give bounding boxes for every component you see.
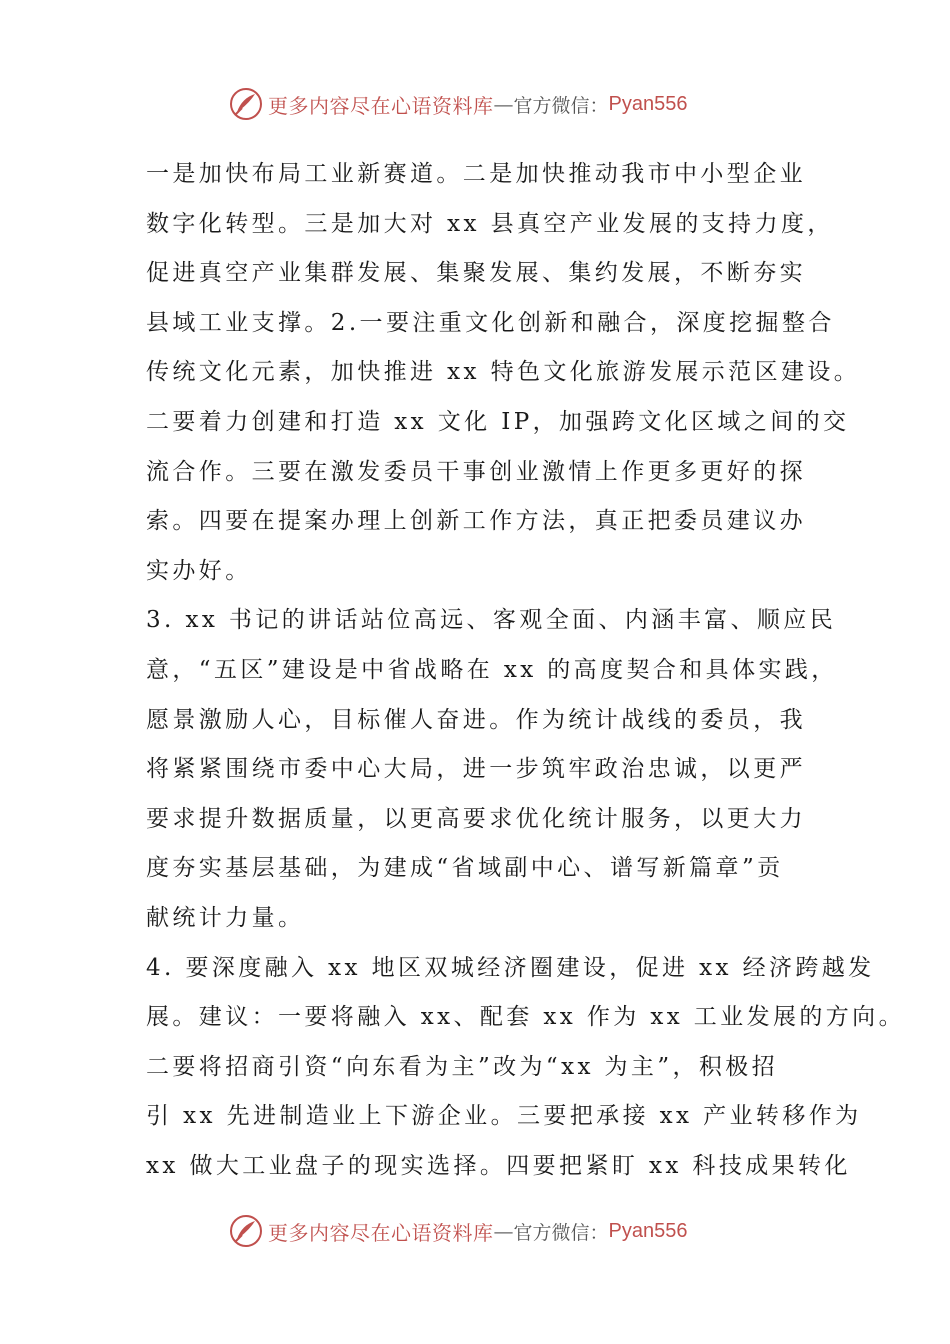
quill-logo-icon xyxy=(228,86,264,122)
body-line: xx 做大工业盘子的现实选择。四要把紧盯 xx 科技成果转化 xyxy=(146,1152,851,1179)
body-line: 二要将招商引资“向东看为主”改为“xx 为主”，积极招 xyxy=(146,1053,779,1080)
body-line: 传统文化元素，加快推进 xx 特色文化旅游发展示范区建设。 xyxy=(146,359,861,386)
body-line: 献统计力量。 xyxy=(146,904,305,931)
body-line: 愿景激励人心，目标催人奋进。作为统计战线的委员，我 xyxy=(146,706,806,733)
body-line: 数字化转型。三是加大对 xx 县真空产业发展的支持力度， xyxy=(146,210,834,237)
header-watermark-banner xyxy=(228,84,687,124)
body-line: 二要着力创建和打造 xx 文化 IP，加强跨文化区域之间的交 xyxy=(146,408,850,435)
body-line: 实办好。 xyxy=(146,557,252,584)
body-line: 一是加快布局工业新赛道。二是加快推动我市中小型企业 xyxy=(146,161,806,187)
watermark-dash: — xyxy=(493,92,514,116)
watermark-wechat-id: Pyan556 xyxy=(608,92,688,115)
body-line: 引 xx 先进制造业上下游企业。三要把承接 xx 产业转移作为 xyxy=(146,1103,862,1130)
body-line: 展。建议：一要将融入 xx、配套 xx 作为 xx 工业发展的方向。 xyxy=(146,1004,905,1031)
body-line: 流合作。三要在激发委员干事创业激情上作更多更好的探 xyxy=(146,458,806,485)
body-line: 4. 要深度融入 xx 地区双城经济圈建设，促进 xx 经济跨越发 xyxy=(146,954,875,981)
body-line: 促进真空产业集群发展、集聚发展、集约发展，不断夯实 xyxy=(146,260,806,287)
body-line: 要求提升数据质量，以更高要求优化统计服务，以更大力 xyxy=(146,805,806,832)
document-body xyxy=(146,150,905,1191)
body-line: 索。四要在提案办理上创新工作方法，真正把委员建议办 xyxy=(146,508,806,535)
watermark-brand-text: 更多内容尽在心语资料库 xyxy=(268,93,494,118)
body-line: 度夯实基层基础，为建成“省域副中心、谱写新篇章”贡 xyxy=(146,855,784,882)
watermark-wechat-label: 官方微信： xyxy=(513,1221,609,1244)
watermark-wechat-id: Pyan556 xyxy=(608,1219,688,1242)
watermark-wechat-label: 官方微信： xyxy=(513,94,609,117)
body-line: 3. xx 书记的讲话站位高远、客观全面、内涵丰富、顺应民 xyxy=(146,607,837,634)
body-line: 意，“五区”建设是中省战略在 xx 的高度契合和具体实践， xyxy=(146,656,838,683)
watermark-brand-text: 更多内容尽在心语资料库 xyxy=(268,1220,494,1245)
body-line: 县域工业支撑。2.一要注重文化创新和融合，深度挖掘整合 xyxy=(146,309,835,336)
footer-watermark-banner xyxy=(228,1211,687,1251)
watermark-dash: — xyxy=(493,1219,514,1243)
quill-logo-icon xyxy=(228,1213,264,1249)
body-line: 将紧紧围绕市委中心大局，进一步筑牢政治忠诚，以更严 xyxy=(146,756,806,783)
